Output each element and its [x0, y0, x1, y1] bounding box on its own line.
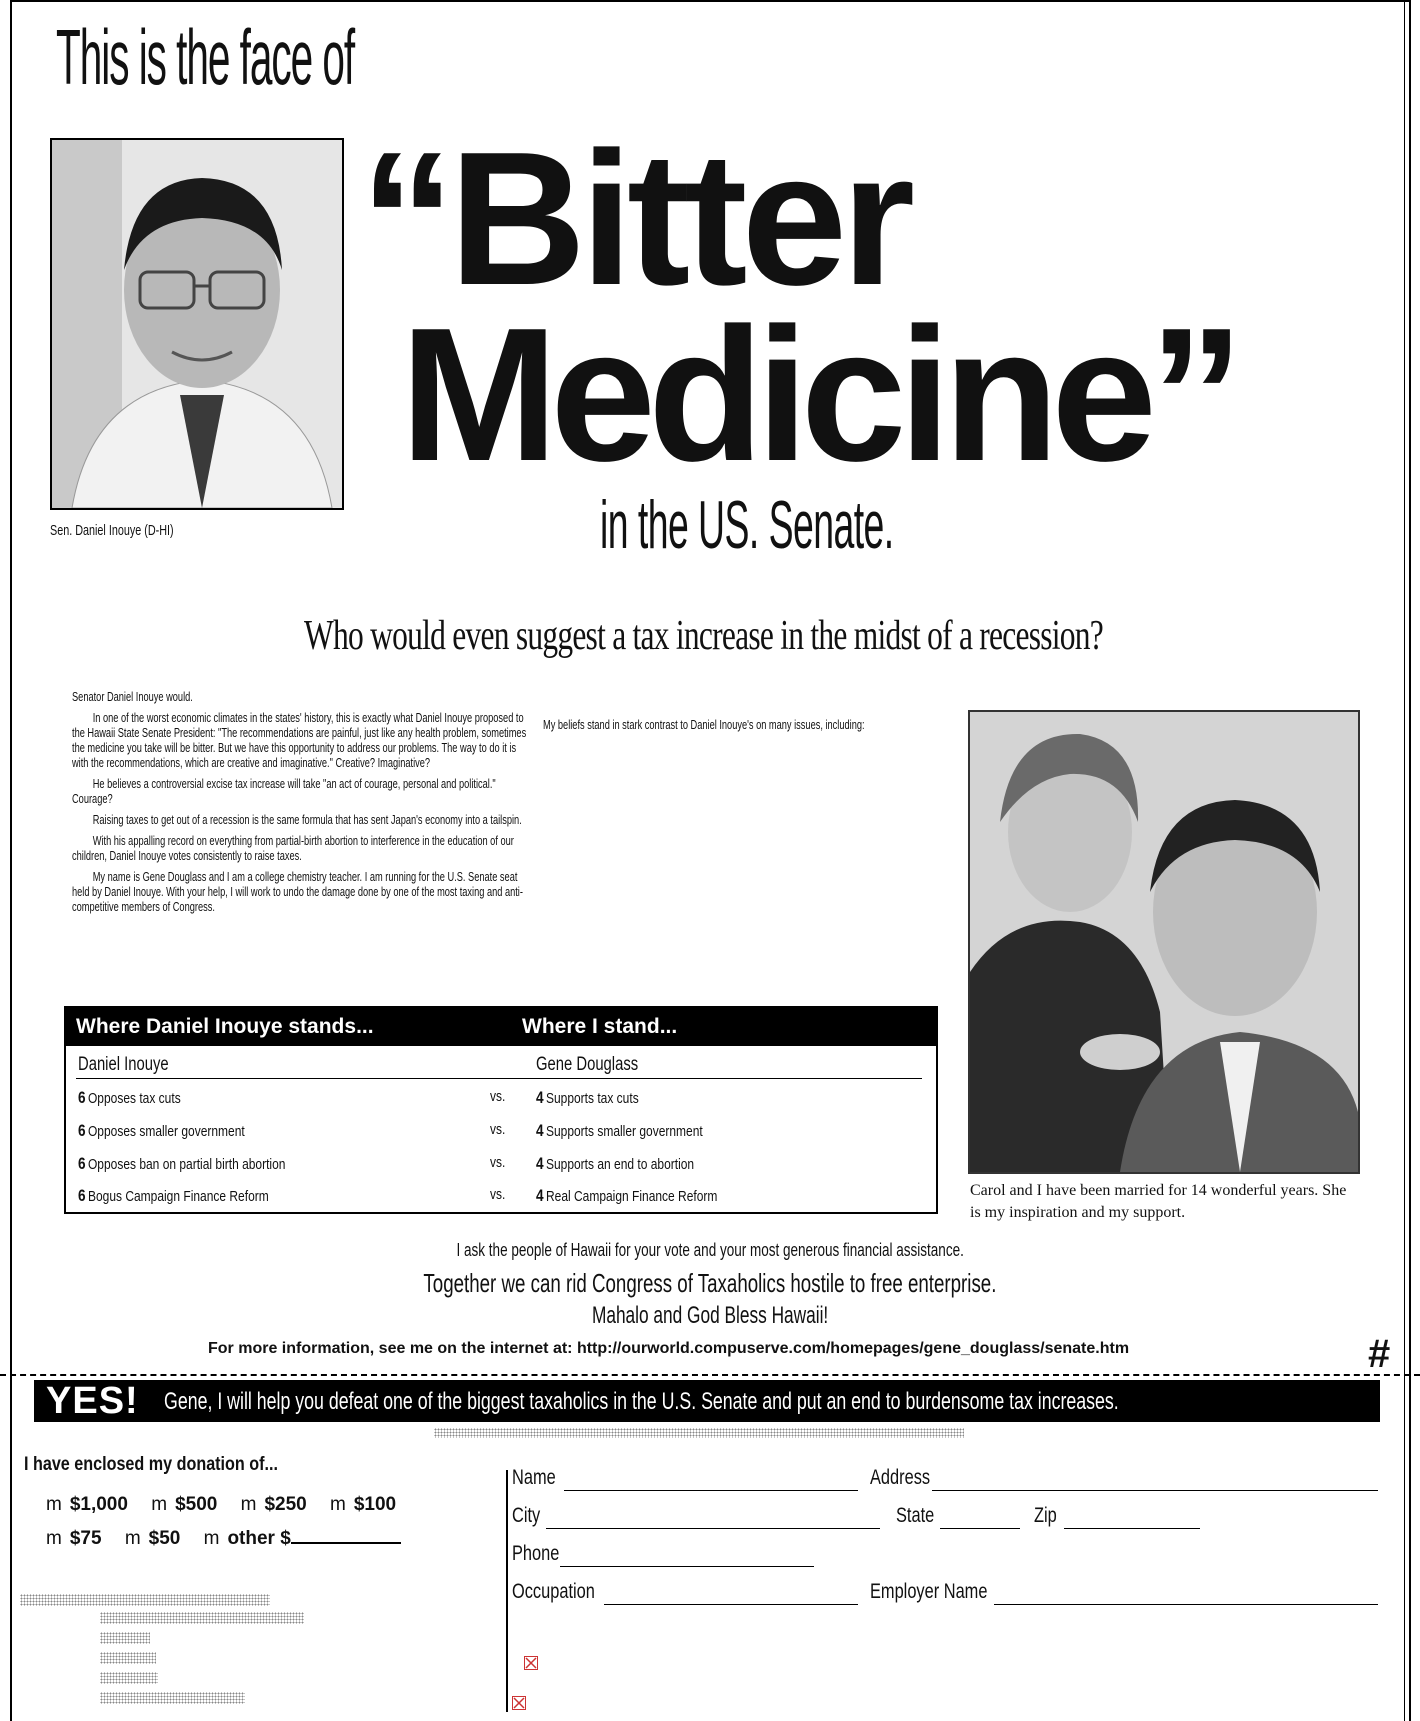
donation-amounts-row-1 [46, 1494, 414, 1516]
donation-amount: $75 [69, 1528, 102, 1549]
headline-medicine: Medicine” [400, 289, 1236, 501]
oppose-symbol: 6 [78, 1121, 86, 1140]
page-border-right [1409, 0, 1411, 1721]
body-paragraph: He believes a controversial excise tax increase will take "an act of courage, personal and political." Courage? [72, 777, 496, 806]
address-field[interactable] [932, 1489, 1378, 1491]
halftone-block [100, 1632, 150, 1644]
douglass-position: Supports an end to abortion [545, 1156, 695, 1173]
senator-portrait-illustration [52, 140, 342, 508]
comparison-table [64, 1006, 938, 1214]
support-symbol: 4 [536, 1186, 544, 1205]
name-field-label: Name [512, 1466, 556, 1489]
city-field[interactable] [546, 1527, 880, 1529]
phone-field-label: Phone [512, 1542, 560, 1565]
support-symbol: 4 [536, 1121, 544, 1140]
inouye-position: Opposes smaller government [87, 1123, 245, 1140]
family-photo [968, 710, 1360, 1174]
headline-bitter: “Bitter [360, 113, 910, 325]
halftone-strip [434, 1428, 964, 1438]
occupation-field[interactable] [604, 1603, 858, 1605]
oppose-symbol: 6 [78, 1088, 86, 1107]
occupation-field-label: Occupation [512, 1580, 595, 1603]
header-face-line: This is the face of [56, 13, 355, 101]
donation-amounts-row-2 [46, 1526, 401, 1550]
form-divider [506, 1470, 508, 1712]
inouye-position: Bogus Campaign Finance Reform [87, 1188, 269, 1205]
family-portrait-illustration [970, 712, 1358, 1172]
senator-photo-caption: Sen. Daniel Inouye (D-HI) [50, 522, 174, 539]
name-field[interactable] [564, 1489, 858, 1491]
broken-image-icon [524, 1656, 538, 1670]
checkbox-glyph[interactable]: m [203, 1528, 220, 1549]
coupon-cut-line [0, 1374, 1420, 1376]
employer-field[interactable] [994, 1603, 1378, 1605]
comparison-header-right: Where I stand... [522, 1015, 678, 1038]
state-field[interactable] [940, 1527, 1020, 1529]
appeal-line-3-wrap [0, 1302, 1420, 1330]
question-headline: Who would even suggest a tax increase in the midst of a recession? [304, 613, 1103, 659]
page-border-right-inner [1404, 0, 1405, 1721]
coupon-yes-banner [34, 1380, 1380, 1422]
inouye-position: Opposes ban on partial birth abortion [87, 1156, 286, 1173]
donation-amount: $250 [264, 1494, 307, 1515]
donation-amount: $100 [353, 1494, 397, 1515]
halftone-block [20, 1594, 270, 1606]
halftone-block [100, 1652, 156, 1664]
address-field-label: Address [870, 1466, 931, 1489]
donation-amount: $500 [175, 1494, 218, 1515]
checkbox-glyph[interactable]: m [124, 1528, 141, 1549]
oppose-symbol: 6 [78, 1186, 86, 1205]
checkbox-glyph[interactable]: m [240, 1494, 257, 1515]
versus-label: vs. [490, 1088, 506, 1105]
senator-photo [50, 138, 344, 510]
zip-field-label: Zip [1034, 1504, 1057, 1527]
donation-title: I have enclosed my donation of... [24, 1454, 278, 1475]
phone-field[interactable] [560, 1565, 814, 1567]
header-senate-line: in the US. Senate. [600, 487, 894, 563]
broken-image-icon [512, 1696, 526, 1710]
appeal-line-2: Together we can rid Congress of Taxaholics hostile to free enterprise. [423, 1268, 997, 1298]
table-row [66, 1154, 936, 1184]
table-row [66, 1121, 936, 1151]
appeal-line-2-wrap [0, 1268, 1420, 1299]
body-paragraph: In one of the worst economic climates in the states' history, this is exactly what Daniel Inouye proposed to the Hawaii State Senate President: "The recommendations are painful, just like any health problem, sometimes the medicine you take will be bitter. But we have this opportunity to address our problems. The way to do it is with the recommendations, which are creative and imaginative." Creative? Imaginative? [72, 711, 527, 770]
checkbox-glyph[interactable]: m [330, 1494, 346, 1515]
comparison-table-header [66, 1008, 936, 1046]
halftone-block [100, 1692, 245, 1704]
hash-mark: # [1368, 1332, 1391, 1376]
donation-amount: $1,000 [69, 1494, 128, 1515]
versus-label: vs. [490, 1154, 506, 1171]
city-field-label: City [512, 1504, 541, 1527]
appeal-line-1-wrap [0, 1240, 1420, 1261]
family-photo-caption: Carol and I have been married for 14 wonderful years. She is my inspiration and my support. [970, 1182, 1347, 1221]
inouye-position: Opposes tax cuts [87, 1090, 181, 1107]
zip-field[interactable] [1064, 1527, 1200, 1529]
versus-label: vs. [490, 1121, 506, 1138]
employer-field-label: Employer Name [870, 1580, 988, 1603]
body-paragraph: With his appalling record on everything from partial-birth abortion to interference in the education of our children, Daniel Inouye votes consistently to raise taxes. [72, 834, 514, 863]
donation-amount-other: other $ [227, 1528, 291, 1549]
website-info: For more information, see me on the internet at: http://ourworld.compuserve.com/homepages/gene_douglass/senate.htm [208, 1340, 1130, 1357]
donation-amount: $50 [148, 1528, 181, 1549]
page-border-top [10, 0, 1410, 2]
halftone-block [100, 1612, 304, 1624]
douglass-position: Supports smaller government [545, 1123, 703, 1140]
page-border-left [10, 0, 12, 1721]
yes-label: YES! [46, 1380, 139, 1422]
body-paragraph: My name is Gene Douglass and I am a college chemistry teacher. I am running for the U.S. Senate seat held by Daniel Inouye. With your help, I will work to undo the damage done by one of the most taxing and anti-competitive members of Congress. [72, 870, 523, 914]
appeal-line-1: I ask the people of Hawaii for your vote and your most generous financial assistance. [456, 1240, 964, 1260]
douglass-position: Real Campaign Finance Reform [545, 1188, 718, 1205]
table-row [66, 1088, 936, 1118]
other-amount-field[interactable] [291, 1526, 401, 1544]
douglass-position: Supports tax cuts [545, 1090, 639, 1107]
yes-message: Gene, I will help you defeat one of the biggest taxaholics in the U.S. Senate and put an end to burdensome tax increases. [164, 1388, 1119, 1415]
comparison-header-left: Where Daniel Inouye stands... [76, 1015, 374, 1038]
state-field-label: State [896, 1504, 935, 1527]
checkbox-glyph[interactable]: m [46, 1528, 62, 1549]
checkbox-glyph[interactable]: m [151, 1494, 168, 1515]
oppose-symbol: 6 [78, 1154, 86, 1173]
body-paragraph: Senator Daniel Inouye would. [72, 690, 193, 704]
comparison-divider [76, 1078, 922, 1079]
support-symbol: 4 [536, 1154, 544, 1173]
comparison-name-right: Gene Douglass [536, 1054, 639, 1075]
support-symbol: 4 [536, 1088, 544, 1107]
halftone-block [100, 1672, 158, 1684]
versus-label: vs. [490, 1186, 506, 1203]
comparison-name-left: Daniel Inouye [78, 1054, 169, 1075]
checkbox-glyph[interactable]: m [46, 1494, 62, 1515]
body-text-column [72, 690, 531, 921]
appeal-line-3: Mahalo and God Bless Hawaii! [591, 1302, 829, 1329]
body-column-two: My beliefs stand in stark contrast to Daniel Inouye's on many issues, including: [543, 718, 865, 732]
body-paragraph: Raising taxes to get out of a recession is the same formula that has sent Japan's economy into a tailspin. [92, 813, 522, 827]
table-row [66, 1186, 936, 1216]
